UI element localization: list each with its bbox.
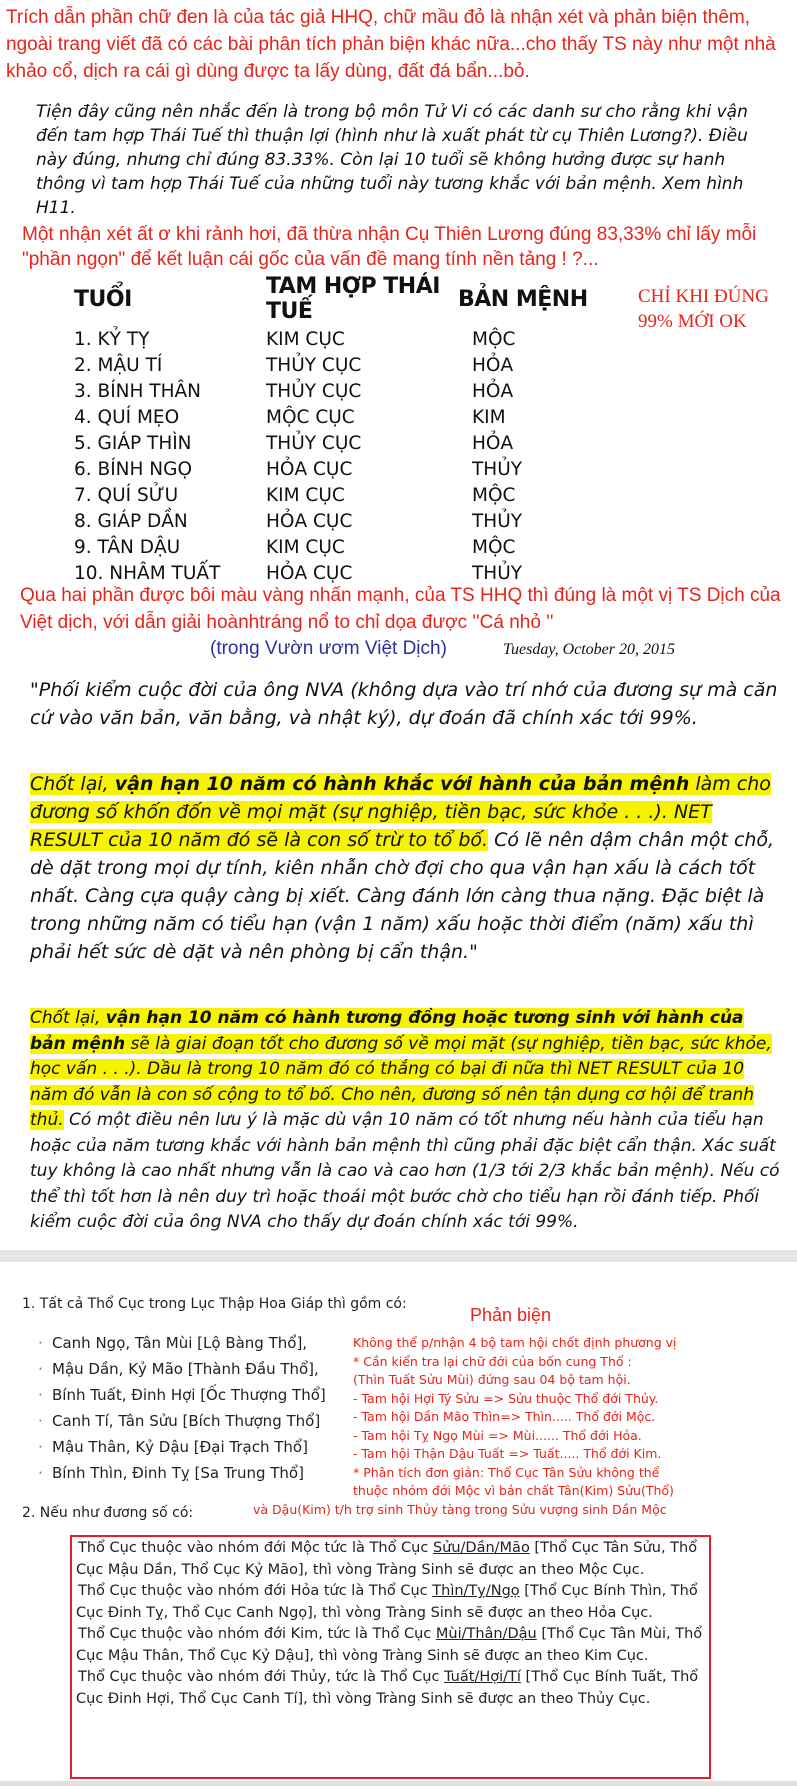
- list-item: * Cần kiển tra lại chữ đới của bốn cung Thổ :: [353, 1353, 632, 1369]
- post-date: Tuesday, October 20, 2015: [503, 641, 675, 658]
- cell-tam-hop: KIM CỤC: [266, 485, 345, 506]
- table-row: [74, 483, 598, 509]
- highlight-text: Chốt lại, vận hạn 10 năm có hành tương đồng hoặc tương sinh với hành của bản mệnh sẽ là giai đoạn tốt cho đương số về mọi mặt (sự nghiệp, tiền bạc, sức khỏe, học vấn . . .). Dầu là trong 10 năm đó có thắng có bại đi nữa thì NET RESULT của 10 năm đó vẫn là con số cộng to tổ bố. Cho nên, đương số nên tận dụng cơ hội để tranh thủ.: [30, 1008, 772, 1130]
- phan-bien-label: Phản biện: [470, 1305, 552, 1325]
- divider: [0, 1250, 797, 1262]
- list-item: · Bính Tuất, Đinh Hợi [Ốc Thượng Thổ]: [52, 1382, 362, 1408]
- table-row: [74, 379, 598, 405]
- list-item: Không thể p/nhận 4 bộ tam hội chốt định phương vị: [353, 1335, 677, 1350]
- cell-ban-menh: MỘC: [472, 537, 516, 558]
- list-item: · Canh Ngọ, Tân Mùi [Lộ Bàng Thổ],: [52, 1330, 362, 1356]
- intro-note: Trích dẫn phần chữ đen là của tác giả HHQ, chữ mầu đỏ là nhận xét và phản biện thêm, ngoài trang viết đã có các bài phân tích phản biện khác nữa...cho thấy TS này như một nhà khảo cổ, dịch ra cái gì dùng được ta lấy dùng, đất đá bẩn...bỏ.: [6, 7, 776, 82]
- list-item: thuộc nhóm đới Mộc vì bản chất Tân(Kim) Sửu(Thổ): [353, 1483, 674, 1498]
- tho-cuc-list: [52, 1330, 362, 1486]
- cell-tam-hop: KIM CỤC: [266, 329, 345, 350]
- cell-tam-hop: HỎA CỤC: [266, 459, 353, 480]
- table-header-row: [74, 274, 598, 327]
- divider: [0, 1781, 797, 1786]
- cell-tam-hop: THỦY CỤC: [266, 433, 362, 454]
- table-row: [74, 457, 598, 483]
- cell-ban-menh: HỎA: [472, 433, 514, 454]
- cell-ban-menh: THỦY: [472, 511, 523, 532]
- cell-tuoi: 3. BÍNH THÂN: [74, 381, 202, 402]
- list-item: * Phân tích đơn giản: Thổ Cục Tân Sửu không thể: [353, 1464, 660, 1480]
- list-item: - Tam hội Tỵ Ngọ Mùi => Mùi...... Thổ đới Hỏa.: [353, 1427, 642, 1443]
- list-item: · Mậu Dần, Kỷ Mão [Thành Đầu Thổ],: [52, 1356, 362, 1382]
- highlight-text: Chốt lại, vận hạn 10 năm có hành khắc với hành của bản mệnh làm cho đương số khốn đốn về mọi mặt (sự nghiệp, tiền bạc, sức khỏe . . .). NET RESULT của 10 năm đó sẽ là con số trừ to tổ bố.: [30, 773, 771, 851]
- cell-tam-hop: THỦY CỤC: [266, 381, 362, 402]
- list-item: · Canh Tí, Tân Sửu [Bích Thượng Thổ]: [52, 1408, 362, 1434]
- tam-hop-table: [74, 274, 598, 587]
- section-2-title: 2. Nếu như đương số có:: [22, 1505, 194, 1521]
- cell-ban-menh: THỦY: [472, 563, 523, 584]
- list-item: - Tam hội Hợi Tý Sửu => Sửu thuộc Thổ đới Thủy.: [353, 1390, 659, 1406]
- note-99-percent: CHỈ KHI ĐÚNG 99% MỚI OK: [638, 286, 769, 332]
- table-row: [74, 327, 598, 353]
- cell-tam-hop: KIM CỤC: [266, 537, 345, 558]
- cell-tuoi: 10. NHÂM TUẤT: [74, 563, 221, 584]
- cell-tuoi: 2. MẬU TÍ: [74, 355, 163, 376]
- remark-83-percent: Một nhận xét ất ơ khi rảnh hơi, đã thừa nhận Cụ Thiên Lương đúng 83,33% chỉ lấy mỗi "phần ngọn" để kết luận cái gốc của vấn đề mang tính nền tảng ! ?...: [22, 224, 757, 270]
- table-row: [74, 405, 598, 431]
- table-row: [74, 535, 598, 561]
- list-item: · Mậu Thân, Kỷ Dậu [Đại Trạch Thổ]: [52, 1434, 362, 1460]
- header-tam-hop: TAM HỢP THÁI TUẾ: [266, 274, 440, 324]
- list-item: Thổ Cục thuộc vào nhóm đới Thủy, tức là Thổ Cục Tuất/Hợi/Tí [Thổ Cục Bính Tuất, Thổ Cục Đinh Hợi, Thổ Cục Canh Tí], thì vòng Tràng Sinh sẽ được an theo Thủy Cục.: [76, 1669, 699, 1707]
- tho-cuc-groups: [76, 1538, 704, 1710]
- cell-tuoi: 4. QUÍ MẸO: [74, 407, 180, 428]
- section-1-title: 1. Tất cả Thổ Cục trong Lục Thập Hoa Giáp thì gồm có:: [22, 1296, 407, 1312]
- remark-highlight: Qua hai phần được bôi màu vàng nhấn mạnh, của TS HHQ thì đúng là một vị TS Dịch của Việt dịch, với dẫn giải hoànhtráng nổ to chỉ dọa được ''Cá nhỏ '': [20, 585, 781, 633]
- cell-tuoi: 1. KỶ TỴ: [74, 329, 150, 350]
- list-item: · Bính Thìn, Đinh Tỵ [Sa Trung Thổ]: [52, 1460, 362, 1486]
- list-item: - Tam hội Dần Mão Thìn=> Thìn..... Thổ đới Mộc.: [353, 1409, 656, 1424]
- cell-ban-menh: HỎA: [472, 381, 514, 402]
- cell-tam-hop: MỘC CỤC: [266, 407, 355, 428]
- cell-ban-menh: MỘC: [472, 485, 516, 506]
- cell-tuoi: 8. GIÁP DẦN: [74, 511, 188, 532]
- cell-tuoi: 9. TÂN DẬU: [74, 537, 181, 558]
- cell-ban-menh: KIM: [472, 407, 506, 428]
- quote-khac-menh: Chốt lại, vận hạn 10 năm có hành khắc với hành của bản mệnh làm cho đương số khốn đốn về mọi mặt (sự nghiệp, tiền bạc, sức khỏe . . .). NET RESULT của 10 năm đó sẽ là con số trừ to tổ bố. Có lẽ nên dậm chân một chỗ, dè dặt trong mọi dự tính, kiên nhẫn chờ đợi cho qua vận hạn xấu là cách tốt nhất. Càng cựa quậy càng bị xiết. Càng đánh lớn càng thua nặng. Đặc biệt là trong những năm có tiểu hạn (vận 1 năm) xấu hoặc thời điểm (năm) xấu thì phải hết sức dè dặt và nên phòng bị cẩn thận.": [30, 773, 775, 963]
- list-item: - Tam hội Thận Dậu Tuất => Tuất..... Thổ đới Kim.: [353, 1446, 662, 1461]
- cell-ban-menh: MỘC: [472, 329, 516, 350]
- table-row: [74, 431, 598, 457]
- quote-phoi-kiem: "Phối kiểm cuộc đời của ông NVA (không dựa vào trí nhớ của đương sự mà căn cứ vào văn bản, văn bằng, và nhật ký), dự đoán đã chính xác tới 99%.: [30, 679, 778, 729]
- header-ban-menh: BẢN MỆNH: [458, 286, 588, 312]
- quote-sinh-menh: Chốt lại, vận hạn 10 năm có hành tương đồng hoặc tương sinh với hành của bản mệnh sẽ là giai đoạn tốt cho đương số về mọi mặt (sự nghiệp, tiền bạc, sức khỏe, học vấn . . .). Dầu là trong 10 năm đó có thắng có bại đi nữa thì NET RESULT của 10 năm đó vẫn là con số cộng to tổ bố. Cho nên, đương số nên tận dụng cơ hội để tranh thủ. Có một điều nên lưu ý là mặc dù vận 10 năm có tốt nhưng nếu hành của tiểu hạn hoặc của năm tương khắc với hành bản mệnh thì cũng phải đặc biệt cẩn thận. Xác suất tuy không là cao nhất nhưng vẫn là cao và cao hơn (1/3 tới 2/3 khắc bản mệnh). Nếu có thể thì tốt hơn là nên duy trì hoặc thoái một bước chờ cho tiểu hạn rồi đánh tiếp. Phối kiểm cuộc đời của ông NVA cho thấy dự đoán chính xác tới 99%.: [30, 1008, 780, 1232]
- cell-tam-hop: HỎA CỤC: [266, 563, 353, 584]
- cell-tuoi: 5. GIÁP THÌN: [74, 433, 192, 454]
- garden-note: (trong Vườn ươm Việt Dịch): [210, 638, 447, 659]
- cell-ban-menh: HỎA: [472, 355, 514, 376]
- table-row: [74, 353, 598, 379]
- list-item: Thổ Cục thuộc vào nhóm đới Hỏa tức là Thổ Cục Thìn/Tỵ/Ngọ [Thổ Cục Bính Thìn, Thổ Cục Đinh Tỵ, Thổ Cục Canh Ngọ], thì vòng Tràng Sinh sẽ được an theo Hỏa Cục.: [76, 1583, 698, 1621]
- cell-ban-menh: THỦY: [472, 459, 523, 480]
- header-tuoi: TUỔI: [74, 286, 132, 312]
- list-item: Thổ Cục thuộc vào nhóm đới Mộc tức là Thổ Cục Sửu/Dần/Mão [Thổ Cục Tân Sửu, Thổ Cục Mậu Dần, Thổ Cục Kỷ Mão], thì vòng Tràng Sinh sẽ được an theo Mộc Cục.: [76, 1540, 698, 1578]
- phan-bien-notes: [253, 1334, 793, 1519]
- cell-tuoi: 7. QUÍ SỬU: [74, 485, 179, 506]
- cell-tam-hop: HỎA CỤC: [266, 511, 353, 532]
- list-item: và Dậu(Kim) t/h trợ sinh Thủy tàng trong Sửu vượng sinh Dần Mộc: [253, 1501, 667, 1517]
- list-item: Thổ Cục thuộc vào nhóm đới Kim, tức là Thổ Cục Mùi/Thân/Dậu [Thổ Cục Tân Mùi, Thổ Cục Mậu Thân, Thổ Cục Kỷ Dậu], thì vòng Tràng Sinh sẽ được an theo Kim Cục.: [76, 1626, 703, 1664]
- list-item: (Thìn Tuất Sửu Mùi) đứng sau 04 bộ tam hội.: [353, 1372, 631, 1387]
- cell-tuoi: 6. BÍNH NGỌ: [74, 459, 193, 480]
- table-row: [74, 509, 598, 535]
- cell-tam-hop: THỦY CỤC: [266, 355, 362, 376]
- quote-thien-luong: Tiện đây cũng nên nhắc đến là trong bộ môn Tử Vi có các danh sư cho rằng khi vận đến tam hợp Thái Tuế thì thuận lợi (hình như là xuất phát từ cụ Thiên Lương?). Điều này đúng, nhưng chỉ đúng 83.33%. Còn lại 10 tuổi sẽ không hưởng được sự hanh thông vì tam hợp Thái Tuế của những tuổi này tương khắc với bản mệnh. Xem hình H11.: [36, 102, 748, 218]
